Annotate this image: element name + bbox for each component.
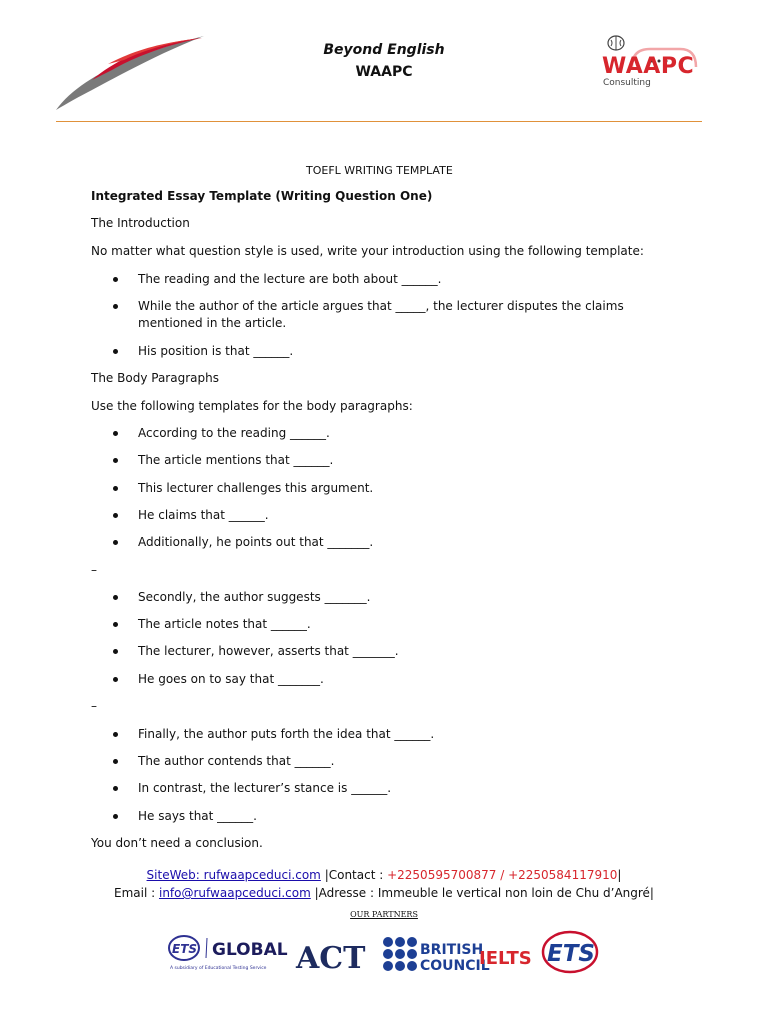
intro-instruction: No matter what question style is used, write your introduction using the following template: (91, 244, 644, 258)
list-item: The article mentions that ______. (138, 453, 334, 467)
document-title: TOEFL WRITING TEMPLATE (306, 164, 453, 177)
contact-label: |Contact : (320, 868, 388, 882)
list-item: Secondly, the author suggests _______. (138, 590, 371, 604)
email-label: Email : (114, 886, 159, 900)
brand-name: WAAPC (355, 64, 413, 80)
list-item: In contrast, the lecturer’s stance is ______. (138, 781, 392, 795)
act-logo (295, 941, 366, 976)
header-divider (56, 121, 702, 122)
logo-word: WAAPC (602, 54, 695, 79)
phone-numbers: +2250595700877 / +2250584117910 (387, 868, 618, 882)
ets-logo (543, 932, 597, 972)
list-item: Finally, the author puts forth the idea that ______. (138, 727, 435, 741)
footer-line-1 (0, 866, 768, 884)
ielts-word: IELTS (479, 948, 532, 969)
ets-global-mark: ETS (172, 942, 198, 956)
list-item: The lecturer, however, asserts that _______. (138, 644, 399, 658)
footer-contact (0, 866, 768, 902)
address-text: |Adresse : Immeuble le vertical non loin de Chu d’Angré| (310, 886, 654, 900)
list-item: The article notes that ______. (138, 617, 311, 631)
email-link[interactable]: info@rufwaapceduci.com (158, 886, 311, 900)
list-item: This lecturer challenges this argument. (138, 481, 374, 495)
logo-subtitle: Consulting (603, 78, 651, 88)
list-item: He claims that ______. (138, 508, 269, 522)
list-item: The reading and the lecture are both about ______. (138, 272, 442, 286)
website-link[interactable]: SiteWeb: rufwaapceduci.com (146, 868, 321, 882)
list-item: He says that ______. (138, 809, 257, 823)
list-item: He goes on to say that _______. (138, 672, 324, 686)
brain-icon (607, 35, 625, 51)
intro-label: The Introduction (91, 216, 190, 230)
ets-word: ETS (547, 941, 595, 967)
ets-global-logo (169, 936, 288, 971)
ets-global-word: GLOBAL (212, 940, 288, 960)
swoosh-logo (52, 34, 208, 114)
partner-logos (166, 928, 600, 976)
list-item: His position is that ______. (138, 344, 294, 358)
section-heading: Integrated Essay Template (Writing Question One) (91, 189, 433, 203)
british-council-logo (383, 937, 490, 974)
list-item: According to the reading ______. (138, 426, 330, 440)
council-word: COUNCIL (420, 958, 490, 974)
ets-global-sub: A subsidiary of Educational Testing Service (170, 966, 267, 971)
waapc-logo (600, 34, 704, 92)
separator: – (91, 699, 97, 713)
british-word: BRITISH (420, 942, 484, 958)
body-label: The Body Paragraphs (91, 371, 219, 385)
brand-tagline: Beyond English (323, 42, 445, 58)
list-item: While the author of the article argues that _____, the lecturer disputes the claims mentioned in the article. (138, 299, 624, 330)
brand-block (250, 42, 518, 80)
list-item: Additionally, he points out that _______. (138, 535, 374, 549)
separator: – (91, 563, 97, 577)
list-item: The author contends that ______. (138, 754, 335, 768)
partners-label: OUR PARTNERS (350, 910, 418, 919)
ielts-logo (479, 948, 532, 969)
footer-bar: | (617, 868, 622, 882)
closing-note: You don’t need a conclusion. (91, 836, 263, 850)
footer-line-2 (0, 884, 768, 902)
body-instruction: Use the following templates for the body paragraphs: (91, 399, 413, 413)
act-word: ACT (296, 941, 366, 976)
